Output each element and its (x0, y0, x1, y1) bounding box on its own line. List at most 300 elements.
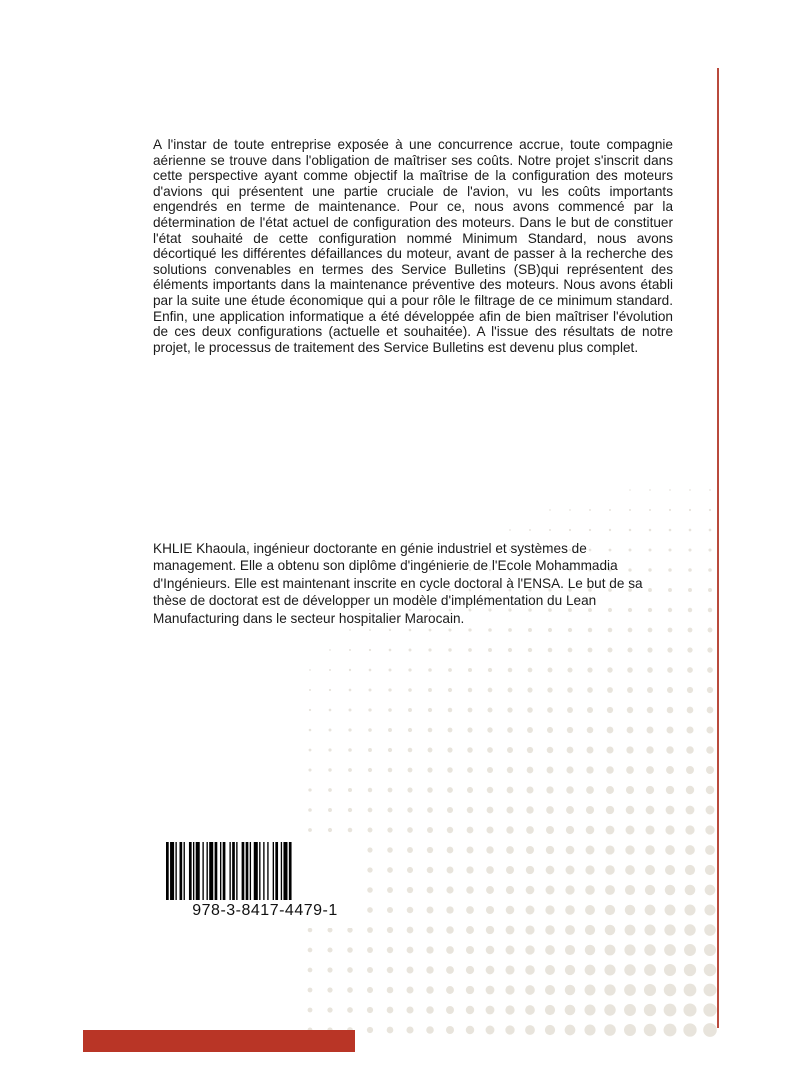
barcode-bars (166, 842, 358, 902)
pattern-dot (627, 667, 633, 673)
barcode-bar (180, 842, 183, 900)
pattern-dot (709, 489, 711, 491)
abstract-text: A l'instar de toute entreprise exposée à une concurrence accrue, toute compagnie aérienne se trouve dans l'obligation de maîtriser ses coûts. Notre projet s'inscrit dans cette perspective ayant comme objectif la maîtrise de la configuration des moteurs d'avions qui présentent une partie cruciale de l'avion, vu les coûts importants engendrés en terme de maintenance. Pour ce, nous avons commencé par la détermination de l'état actuel de configuration des moteurs. Dans le but de constituer l'état souhaité de cette configuration nommé Minimum Standard, nous avons décortiqué les différentes défaillances du moteur, avant de passer à la recherche des solutions convenables en termes des Service Bulletins (SB)qui représentent des éléments importants dans la maintenance préventive des moteurs. Nous avons établi par la suite une étude économique qui a pour rôle le filtrage de ce minimum standard. Enfin, une application informatique a été développée afin de bien maîtriser l'évolution de ces deux configurations (actuelle et souhaitée). A l'issue des résultats de notre projet, le processus de traitement des Service Bulletins est devenu plus complet. (153, 137, 673, 355)
pattern-dot (327, 987, 332, 992)
pattern-dot (706, 726, 713, 733)
pattern-dot (486, 1006, 495, 1015)
pattern-dot (407, 907, 414, 914)
pattern-dot (447, 867, 454, 874)
pattern-dot (427, 767, 432, 772)
pattern-dot (585, 865, 594, 874)
pattern-dot (467, 747, 473, 753)
pattern-dot (488, 688, 493, 693)
pattern-dot (565, 905, 575, 915)
pattern-dot (507, 707, 512, 712)
pattern-dot (466, 1026, 474, 1034)
pattern-dot (667, 667, 673, 673)
pattern-dot (703, 1023, 717, 1037)
pattern-dot (308, 808, 312, 812)
barcode-bar (196, 842, 200, 900)
pattern-dot (545, 985, 555, 995)
pattern-dot (545, 925, 555, 935)
pattern-dot (704, 964, 716, 976)
pattern-dot (607, 727, 614, 734)
pattern-dot (428, 668, 432, 672)
pattern-dot (606, 766, 614, 774)
pattern-dot (647, 727, 654, 734)
pattern-dot (687, 687, 693, 693)
pattern-dot (466, 946, 474, 954)
pattern-dot (466, 986, 474, 994)
pattern-dot (407, 947, 414, 954)
pattern-dot (349, 649, 351, 651)
pattern-dot (567, 747, 574, 754)
pattern-dot (625, 845, 634, 854)
pattern-dot (407, 887, 413, 893)
pattern-dot (367, 967, 373, 973)
pattern-dot (486, 886, 494, 894)
pattern-dot (426, 1006, 434, 1014)
pattern-dot (687, 667, 693, 673)
pattern-dot (708, 548, 711, 551)
pattern-dot (388, 728, 392, 732)
pattern-dot (546, 846, 554, 854)
pattern-dot (587, 747, 594, 754)
pattern-dot (627, 687, 633, 693)
pattern-dot (649, 489, 651, 491)
pattern-dot (648, 628, 653, 633)
pattern-dot (624, 964, 635, 975)
barcode-bar (202, 842, 203, 900)
pattern-dot (407, 927, 414, 934)
pattern-dot (389, 629, 391, 631)
pattern-dot (407, 807, 412, 812)
barcode-bar (273, 842, 274, 900)
pattern-dot (644, 1024, 656, 1036)
pattern-dot (683, 1003, 696, 1016)
pattern-dot (609, 529, 611, 531)
pattern-dot (389, 669, 392, 672)
pattern-dot (664, 964, 676, 976)
pattern-dot (329, 669, 331, 671)
pattern-dot (309, 689, 311, 691)
pattern-dot (308, 1008, 313, 1013)
pattern-dot (525, 965, 535, 975)
pattern-dot (527, 707, 533, 713)
pattern-dot (488, 668, 492, 672)
pattern-dot (505, 985, 514, 994)
pattern-dot (625, 905, 635, 915)
pattern-dot (644, 984, 656, 996)
pattern-dot (565, 965, 575, 975)
pattern-dot (388, 708, 392, 712)
pattern-dot (367, 1007, 373, 1013)
pattern-dot (428, 748, 433, 753)
pattern-dot (387, 967, 394, 974)
pattern-dot (486, 906, 494, 914)
pattern-dot (348, 788, 352, 792)
pattern-dot (545, 1005, 555, 1015)
pattern-dot (505, 1025, 514, 1034)
pattern-dot (525, 925, 534, 934)
pattern-dot (506, 926, 515, 935)
barcode-bar (223, 842, 226, 900)
pattern-dot (585, 945, 595, 955)
pattern-dot (664, 984, 676, 996)
pattern-dot (707, 707, 714, 714)
pattern-dot (446, 886, 453, 893)
barcode-bar (242, 842, 245, 900)
pattern-dot (347, 927, 352, 932)
pattern-dot (546, 886, 555, 895)
pattern-dot (548, 668, 553, 673)
pattern-dot (709, 509, 711, 511)
pattern-dot (686, 806, 695, 815)
pattern-dot (506, 906, 515, 915)
pattern-dot (387, 1007, 394, 1014)
barcode-bar (193, 842, 194, 900)
pattern-dot (505, 965, 514, 974)
pattern-dot (706, 806, 715, 815)
pattern-dot (428, 708, 432, 712)
pattern-dot (367, 847, 372, 852)
pattern-dot (468, 668, 472, 672)
pattern-dot (588, 628, 592, 632)
pattern-dot (587, 667, 592, 672)
pattern-dot (387, 867, 393, 873)
pattern-dot (709, 529, 712, 532)
pattern-dot (684, 944, 696, 956)
pattern-dot (664, 1024, 677, 1037)
pattern-dot (667, 647, 672, 652)
pattern-dot (506, 866, 514, 874)
pattern-dot (626, 746, 633, 753)
pattern-dot (606, 746, 613, 753)
barcode-bar (166, 842, 169, 900)
pattern-dot (487, 767, 493, 773)
pattern-dot (429, 629, 432, 632)
pattern-dot (388, 748, 392, 752)
pattern-dot (487, 787, 493, 793)
pattern-dot (467, 767, 473, 773)
barcode-bar (175, 842, 176, 900)
pattern-dot (526, 906, 535, 915)
pattern-dot (427, 827, 433, 833)
pattern-dot (606, 786, 614, 794)
pattern-dot (624, 984, 636, 996)
pattern-dot (448, 708, 453, 713)
pattern-dot (707, 687, 713, 693)
pattern-dot (388, 688, 391, 691)
pattern-dot (566, 846, 575, 855)
pattern-dot (708, 588, 712, 592)
pattern-dot (525, 945, 534, 954)
pattern-dot (647, 687, 653, 693)
barcode-bar (254, 842, 258, 900)
pattern-dot (527, 747, 533, 753)
pattern-dot (368, 808, 373, 813)
pattern-dot (547, 687, 552, 692)
pattern-dot (507, 727, 513, 733)
pattern-dot (528, 628, 532, 632)
pattern-dot (308, 928, 313, 933)
pattern-dot (665, 845, 675, 855)
pattern-dot (549, 509, 551, 511)
pattern-dot (486, 926, 494, 934)
pattern-dot (685, 825, 694, 834)
pattern-dot (565, 1025, 576, 1036)
pattern-dot (369, 649, 371, 651)
pattern-dot (605, 945, 616, 956)
pattern-dot (569, 509, 571, 511)
pattern-dot (309, 749, 312, 752)
pattern-dot (585, 925, 595, 935)
pattern-dot (407, 847, 413, 853)
pattern-dot (466, 926, 474, 934)
pattern-dot (708, 628, 713, 633)
pattern-dot (447, 827, 453, 833)
pattern-dot (526, 806, 533, 813)
pattern-dot (624, 1024, 636, 1036)
pattern-dot (664, 924, 675, 935)
pattern-dot (566, 766, 573, 773)
barcode-bar (170, 842, 174, 900)
pattern-dot (387, 887, 393, 893)
pattern-dot (567, 687, 573, 693)
pattern-dot (707, 647, 712, 652)
pattern-dot (407, 867, 413, 873)
pattern-dot (669, 529, 672, 532)
pattern-dot (407, 827, 413, 833)
pattern-dot (486, 986, 495, 995)
pattern-dot (427, 887, 434, 894)
pattern-dot (664, 1004, 677, 1017)
pattern-dot (408, 688, 412, 692)
pattern-dot (506, 826, 513, 833)
pattern-dot (664, 944, 676, 956)
pattern-dot (525, 1005, 535, 1015)
pattern-dot (704, 944, 716, 956)
pattern-dot (568, 628, 572, 632)
pattern-dot (308, 948, 313, 953)
pattern-dot (586, 786, 594, 794)
pattern-dot (487, 707, 492, 712)
pattern-dot (545, 945, 555, 955)
pattern-dot (629, 509, 631, 511)
pattern-dot (669, 489, 671, 491)
pattern-dot (706, 766, 714, 774)
pattern-dot (328, 768, 331, 771)
pattern-dot (569, 529, 571, 531)
pattern-dot (329, 709, 332, 712)
barcode-bar (263, 842, 264, 900)
pattern-dot (367, 887, 373, 893)
pattern-dot (427, 807, 433, 813)
barcode-bar (250, 842, 251, 900)
pattern-dot (367, 947, 373, 953)
pattern-dot (707, 667, 713, 673)
pattern-dot (347, 1007, 353, 1013)
pattern-dot (646, 786, 654, 794)
pattern-dot (548, 648, 553, 653)
pattern-dot (369, 689, 372, 692)
pattern-dot (525, 985, 535, 995)
pattern-dot (684, 904, 695, 915)
pattern-dot (467, 787, 473, 793)
pattern-dot (528, 648, 532, 652)
barcode-bar (189, 842, 192, 900)
pattern-dot (644, 944, 655, 955)
pattern-dot (686, 726, 693, 733)
pattern-dot (367, 867, 372, 872)
pattern-dot (428, 728, 433, 733)
pattern-dot (505, 1005, 514, 1014)
pattern-dot (584, 1024, 595, 1035)
pattern-dot (348, 828, 353, 833)
pattern-dot (708, 608, 712, 612)
pattern-dot (329, 689, 331, 691)
pattern-dot (426, 946, 433, 953)
pattern-dot (687, 707, 694, 714)
pattern-dot (427, 907, 434, 914)
pattern-dot (525, 1025, 535, 1035)
barcode-bar (289, 842, 292, 900)
pattern-dot (486, 846, 493, 853)
pattern-dot (329, 729, 332, 732)
pattern-dot (705, 825, 714, 834)
pattern-dot (387, 827, 392, 832)
barcode (158, 838, 363, 928)
pattern-dot (447, 847, 454, 854)
pattern-dot (448, 628, 451, 631)
pattern-dot (466, 846, 473, 853)
pattern-dot (685, 845, 695, 855)
pattern-dot (546, 826, 554, 834)
pattern-dot (387, 987, 394, 994)
pattern-dot (446, 1026, 454, 1034)
pattern-dot (447, 807, 453, 813)
pattern-dot (686, 746, 694, 754)
pattern-dot (507, 747, 513, 753)
pattern-dot (388, 768, 393, 773)
pattern-dot (665, 885, 675, 895)
pattern-dot (347, 947, 353, 953)
pattern-dot (446, 1006, 454, 1014)
pattern-dot (566, 826, 574, 834)
pattern-dot (448, 648, 451, 651)
pattern-dot (567, 667, 572, 672)
pattern-dot (666, 786, 674, 794)
pattern-dot (427, 787, 433, 793)
pattern-dot (488, 628, 492, 632)
barcode-bar (229, 842, 230, 900)
pattern-dot (627, 727, 634, 734)
pattern-dot (387, 907, 393, 913)
pattern-dot (665, 825, 674, 834)
pattern-dot (665, 905, 676, 916)
pattern-dot (607, 687, 613, 693)
pattern-dot (468, 688, 472, 692)
pattern-dot (565, 885, 574, 894)
pattern-dot (308, 768, 311, 771)
pattern-dot (447, 767, 453, 773)
pattern-dot (608, 648, 613, 653)
pattern-dot (426, 966, 433, 973)
pattern-dot (547, 767, 554, 774)
pattern-dot (407, 967, 414, 974)
pattern-dot (508, 648, 512, 652)
pattern-dot (688, 608, 692, 612)
pattern-dot (486, 966, 495, 975)
pattern-dot (606, 806, 614, 814)
barcode-bar (207, 842, 208, 900)
bottom-accent-bar (83, 1030, 355, 1052)
pattern-dot (687, 647, 692, 652)
pattern-dot (488, 648, 492, 652)
pattern-dot (666, 766, 674, 774)
pattern-dot (586, 846, 595, 855)
pattern-dot (688, 568, 692, 572)
pattern-dot (667, 687, 673, 693)
pattern-dot (389, 649, 392, 652)
pattern-dot (527, 727, 533, 733)
pattern-dot (585, 885, 595, 895)
pattern-dot (685, 865, 695, 875)
pattern-dot (409, 649, 412, 652)
pattern-dot (645, 865, 655, 875)
pattern-dot (468, 708, 473, 713)
pattern-dot (486, 826, 493, 833)
pattern-dot (626, 766, 634, 774)
pattern-dot (584, 1004, 595, 1015)
pattern-dot (309, 729, 312, 732)
pattern-dot (547, 727, 553, 733)
pattern-dot (327, 947, 332, 952)
pattern-dot (487, 807, 494, 814)
pattern-dot (568, 648, 573, 653)
pattern-dot (446, 946, 454, 954)
pattern-dot (565, 925, 575, 935)
barcode-bar (184, 842, 185, 900)
pattern-dot (348, 768, 352, 772)
pattern-dot (408, 768, 413, 773)
pattern-dot (645, 825, 654, 834)
pattern-dot (704, 924, 716, 936)
pattern-dot (526, 866, 534, 874)
pattern-dot (625, 925, 636, 936)
pattern-dot (448, 728, 453, 733)
pattern-dot (428, 688, 432, 692)
pattern-dot (649, 529, 652, 532)
pattern-dot (566, 786, 574, 794)
pattern-dot (565, 945, 575, 955)
pattern-dot (426, 986, 433, 993)
pattern-dot (666, 806, 675, 815)
pattern-dot (565, 985, 575, 995)
pattern-dot (585, 985, 596, 996)
barcode-bar (267, 842, 268, 900)
pattern-dot (604, 1004, 615, 1015)
author-bio: KHLIE Khaoula, ingénieur doctorante en génie industriel et systèmes de management. Elle a obtenu son diplôme d'ingénierie de l'Ecole Mohammadia d'Ingénieurs. Elle est maintenant inscrite en cycle doctoral à l'ENSA. Le but de sa thèse de doctorat est de développer un modèle d'implémentation du Lean Manufacturing dans le secteur hospitalier Marocain. (153, 541, 643, 626)
pattern-dot (627, 647, 632, 652)
pattern-dot (689, 509, 691, 511)
pattern-dot (647, 647, 652, 652)
pattern-dot (589, 509, 591, 511)
pattern-dot (446, 986, 454, 994)
pattern-dot (565, 1005, 576, 1016)
pattern-dot (328, 828, 332, 832)
pattern-dot (605, 885, 615, 895)
